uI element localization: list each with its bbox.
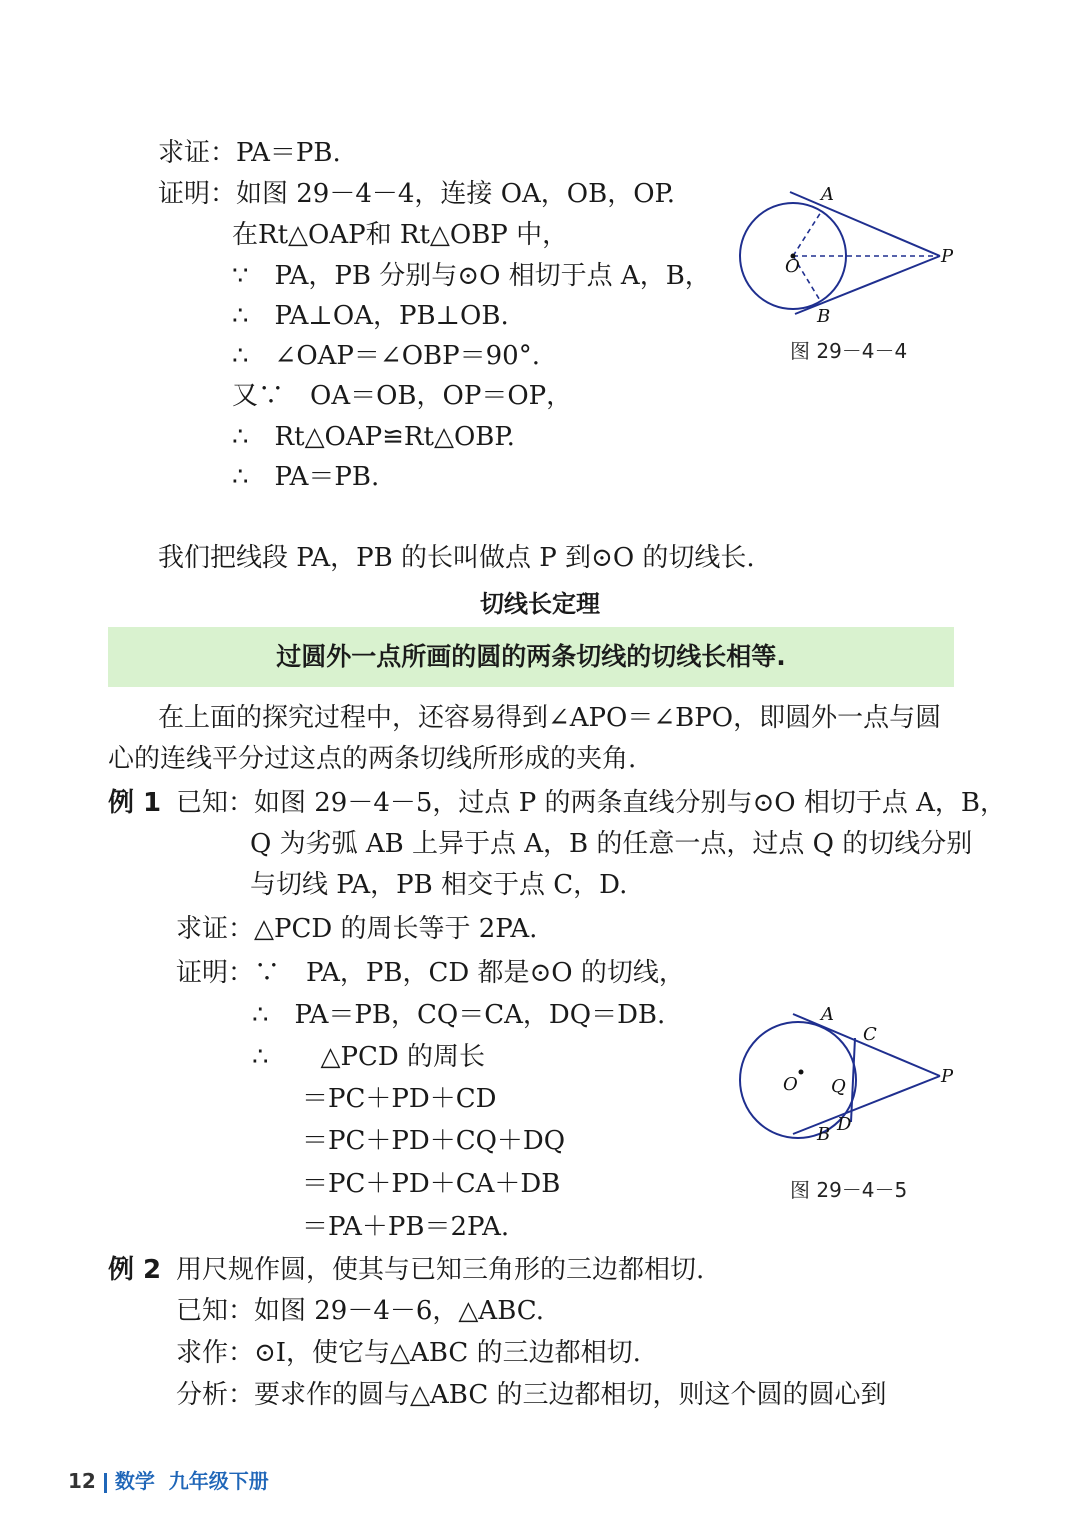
example1-line-11: ＝PA＋PB＝2PA. <box>302 1212 510 1242</box>
fig2-label-q: Q <box>831 1076 846 1097</box>
footer-divider <box>104 1473 107 1493</box>
footer-book: 九年级下册 <box>168 1469 269 1493</box>
fig1-label-b: B <box>817 306 831 327</box>
fig2-label-c: C <box>863 1024 877 1045</box>
example1-line-2: Q 为劣弧 AB 上异于点 A，B 的任意一点，过点 Q 的切线分别 <box>250 829 973 859</box>
proof1-line-5: ∴ PA⊥OA，PB⊥OB. <box>232 301 509 331</box>
remark-line-2: 心的连线平分过这点的两条切线所形成的夹角. <box>108 744 637 774</box>
example1-line-3: 与切线 PA，PB 相交于点 C，D. <box>250 870 628 900</box>
page-footer <box>68 1465 269 1494</box>
fig1-label-o: O <box>785 256 800 277</box>
example2-line-1: 用尺规作圆，使其与已知三角形的三边都相切. <box>176 1255 705 1285</box>
example1-line-10: ＝PC＋PD＋CA＋DB <box>302 1169 561 1199</box>
example2-line-2: 已知：如图 29－4－6，△ABC. <box>176 1296 545 1326</box>
proof1-line-4: ∵ PA，PB 分别与⊙O 相切于点 A，B， <box>232 261 711 291</box>
proof1-line-7: 又∵ OA＝OB，OP＝OP， <box>232 381 573 411</box>
theorem-box <box>108 627 954 687</box>
fig2-label-d: D <box>837 1114 852 1135</box>
example1-line-7: ∴ △PCD 的周长 <box>252 1042 486 1072</box>
figure-29-4-5 <box>735 1000 975 1150</box>
example1-line-5: 证明：∵ PA，PB，CD 都是⊙O 的切线， <box>176 958 685 988</box>
fig2-label-o: O <box>783 1074 798 1095</box>
figure-29-4-4 <box>735 180 975 330</box>
example2-line-3: 求作：⊙I，使它与△ABC 的三边都相切. <box>176 1338 641 1368</box>
example1-line-1: 已知：如图 29－4－5，过点 P 的两条直线分别与⊙O 相切于点 A，B， <box>176 788 1006 818</box>
fig1-caption: 图 29－4－4 <box>790 339 908 363</box>
example1-line-4: 求证：△PCD 的周长等于 2PA. <box>176 914 538 944</box>
fig2-center-dot <box>799 1070 804 1075</box>
proof1-line-1: 求证：PA＝PB. <box>158 138 341 168</box>
fig2-label-a: A <box>821 1004 834 1025</box>
footer-subject: 数学 <box>114 1469 155 1493</box>
proof1-line-3: 在Rt△OAP和 Rt△OBP 中， <box>232 220 569 250</box>
definition-text: 我们把线段 PA，PB 的长叫做点 P 到⊙O 的切线长. <box>158 543 755 573</box>
fig2-label-b: B <box>817 1124 831 1145</box>
remark-line-1: 在上面的探究过程中，还容易得到∠APO＝∠BPO，即圆外一点与圆 <box>158 703 942 733</box>
fig1-label-p: P <box>941 246 954 267</box>
fig2-caption: 图 29－4－5 <box>790 1178 908 1202</box>
example1-line-6: ∴ PA＝PB，CQ＝CA，DQ＝DB. <box>252 1000 666 1030</box>
example2-line-4: 分析：要求作的圆与△ABC 的三边都相切，则这个圆的圆心到 <box>176 1380 887 1410</box>
fig2-label-p: P <box>941 1066 954 1087</box>
proof1-line-2: 证明：如图 29－4－4，连接 OA，OB，OP. <box>158 179 676 209</box>
example1-line-8: ＝PC＋PD＋CD <box>302 1084 497 1114</box>
theorem-statement: 过圆外一点所画的圆的两条切线的切线长相等. <box>276 642 786 671</box>
page-number: 12 <box>68 1469 96 1493</box>
example1-label: 例 1 <box>108 788 162 818</box>
fig1-segment-oa <box>793 212 821 256</box>
example1-line-9: ＝PC＋PD＋CQ＋DQ <box>302 1126 566 1156</box>
proof1-line-6: ∴ ∠OAP＝∠OBP＝90°. <box>232 341 540 371</box>
proof1-line-8: ∴ Rt△OAP≌Rt△OBP. <box>232 422 515 452</box>
example2-label: 例 2 <box>108 1255 162 1285</box>
proof1-line-9: ∴ PA＝PB. <box>232 462 380 492</box>
fig1-label-a: A <box>821 184 834 205</box>
fig2-tangent-pb <box>793 1076 940 1134</box>
theorem-heading: 切线长定理 <box>480 590 600 618</box>
